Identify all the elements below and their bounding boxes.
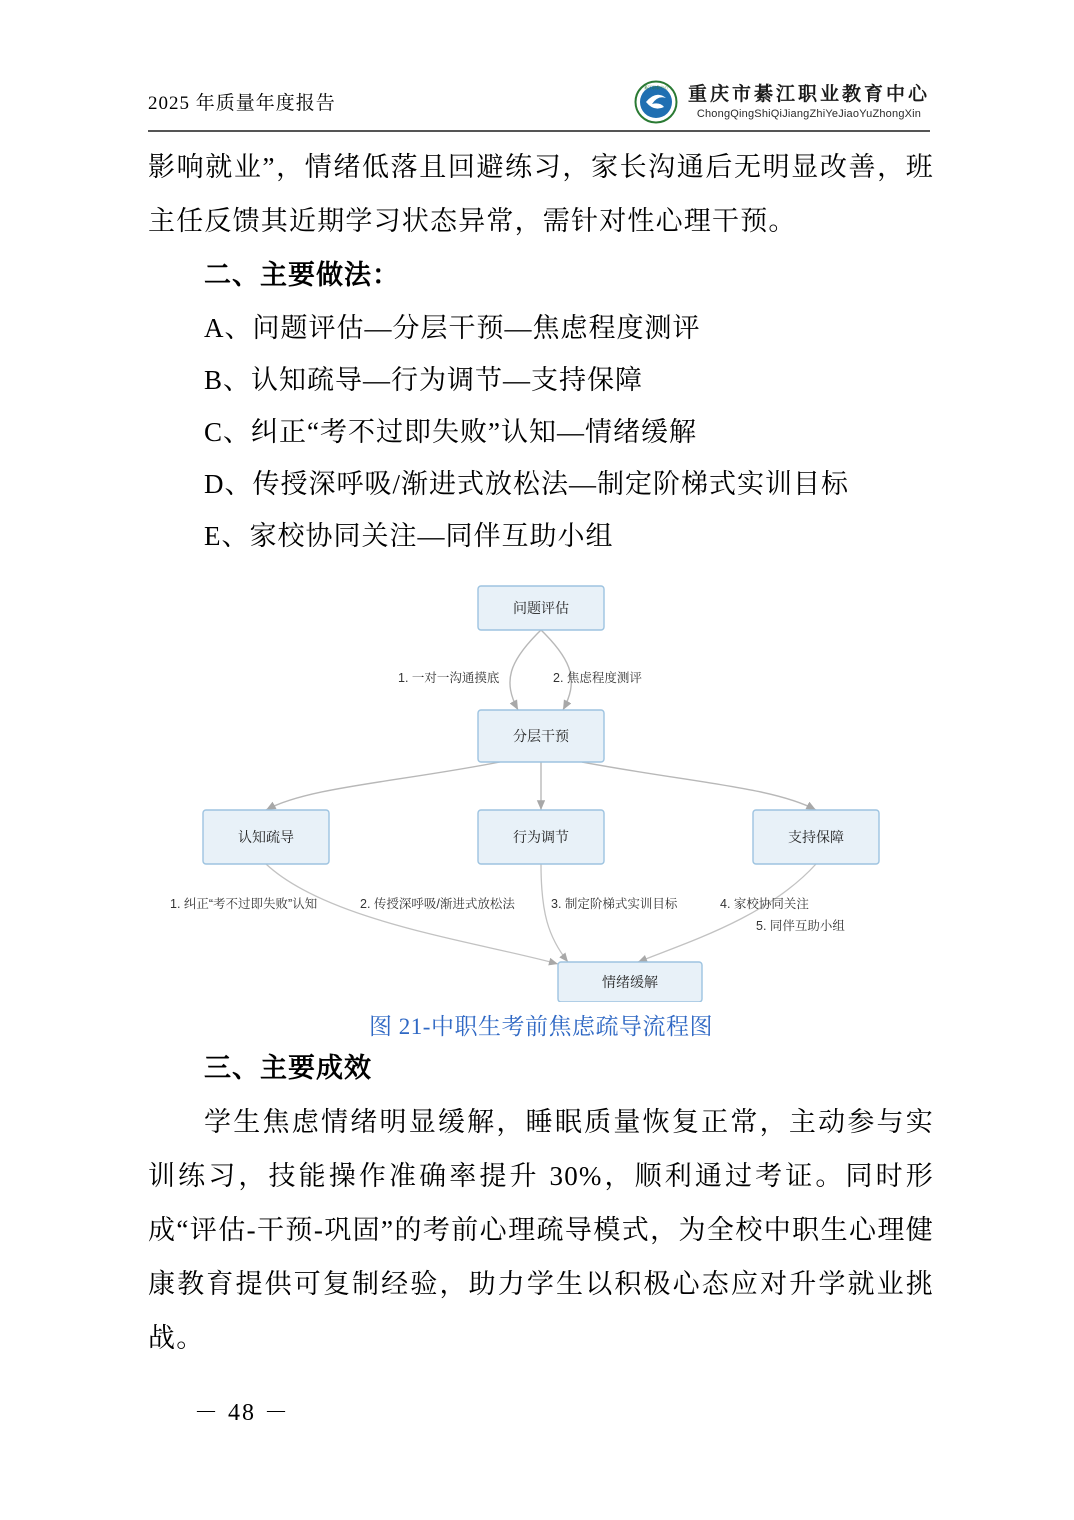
svg-text:支持保障: 支持保障 [788, 829, 844, 845]
svg-text:綦江职教中心: 綦江职教中心 [643, 85, 668, 90]
method-item-d: D、传授深呼吸/渐进式放松法—制定阶梯式实训目标 [204, 469, 849, 499]
header-divider [148, 130, 930, 132]
svg-text:情绪缓解: 情绪缓解 [602, 974, 658, 990]
svg-text:行为调节: 行为调节 [513, 829, 569, 845]
header-report-title: 2025 年质量年度报告 [148, 93, 336, 114]
svg-text:1. 纠正“考不过即失败”认知: 1. 纠正“考不过即失败”认知 [170, 897, 318, 911]
svg-text:3. 制定阶梯式实训目标: 3. 制定阶梯式实训目标 [551, 897, 678, 911]
flowchart-figure [148, 572, 934, 1002]
page-header [148, 78, 930, 130]
school-name-cn: 重庆市綦江职业教育中心 [687, 83, 930, 105]
paragraph-results: 学生焦虑情绪明显缓解，睡眠质量恢复正常，主动参与实训练习，技能操作准确率提升 30%，顺利通过考证。同时形成“评估-干预-巩固”的考前心理疏导模式，为全校中职生心理健康教育提供可复制经验，助力学生以积极心态应对升学就业挑战。 [148, 1107, 934, 1353]
svg-text:分层干预: 分层干预 [513, 728, 569, 744]
header-school-block [634, 78, 930, 124]
page-number: － 48 － [194, 1400, 290, 1426]
svg-text:4. 家校协同关注: 4. 家校协同关注 [720, 897, 809, 911]
svg-text:认知疏导: 认知疏导 [238, 829, 294, 845]
section-heading-results: 三、主要成效 [204, 1053, 372, 1083]
method-item-e: E、家校协同关注—同伴互助小组 [204, 521, 614, 551]
method-item-c: C、纠正“考不过即失败”认知—情绪缓解 [204, 417, 697, 447]
page-content [148, 140, 934, 1365]
section-heading-methods: 二、主要做法： [204, 260, 400, 290]
flowchart-svg [148, 572, 934, 1002]
method-item-b: B、认知疏导—行为调节—支持保障 [204, 365, 644, 395]
school-emblem-icon [634, 80, 678, 124]
svg-text:2. 焦虑程度测评: 2. 焦虑程度测评 [553, 671, 642, 685]
svg-text:5. 同伴互助小组: 5. 同伴互助小组 [756, 919, 845, 933]
method-item-a: A、问题评估—分层干预—焦虑程度测评 [204, 313, 701, 343]
svg-text:问题评估: 问题评估 [513, 600, 569, 616]
paragraph-intro: 影响就业”，情绪低落且回避练习，家长沟通后无明显改善，班主任反馈其近期学习状态异常，需针对性心理干预。 [148, 152, 934, 236]
figure-caption: 图 21-中职生考前焦虑疏导流程图 [369, 1014, 713, 1039]
svg-text:1. 一对一沟通摸底: 1. 一对一沟通摸底 [398, 671, 500, 685]
svg-text:2. 传授深呼吸/渐进式放松法: 2. 传授深呼吸/渐进式放松法 [360, 897, 515, 911]
school-name-group [688, 84, 930, 120]
school-name-en: ChongQingShiQiJiangZhiYeJiaoYuZhongXin [696, 107, 922, 120]
